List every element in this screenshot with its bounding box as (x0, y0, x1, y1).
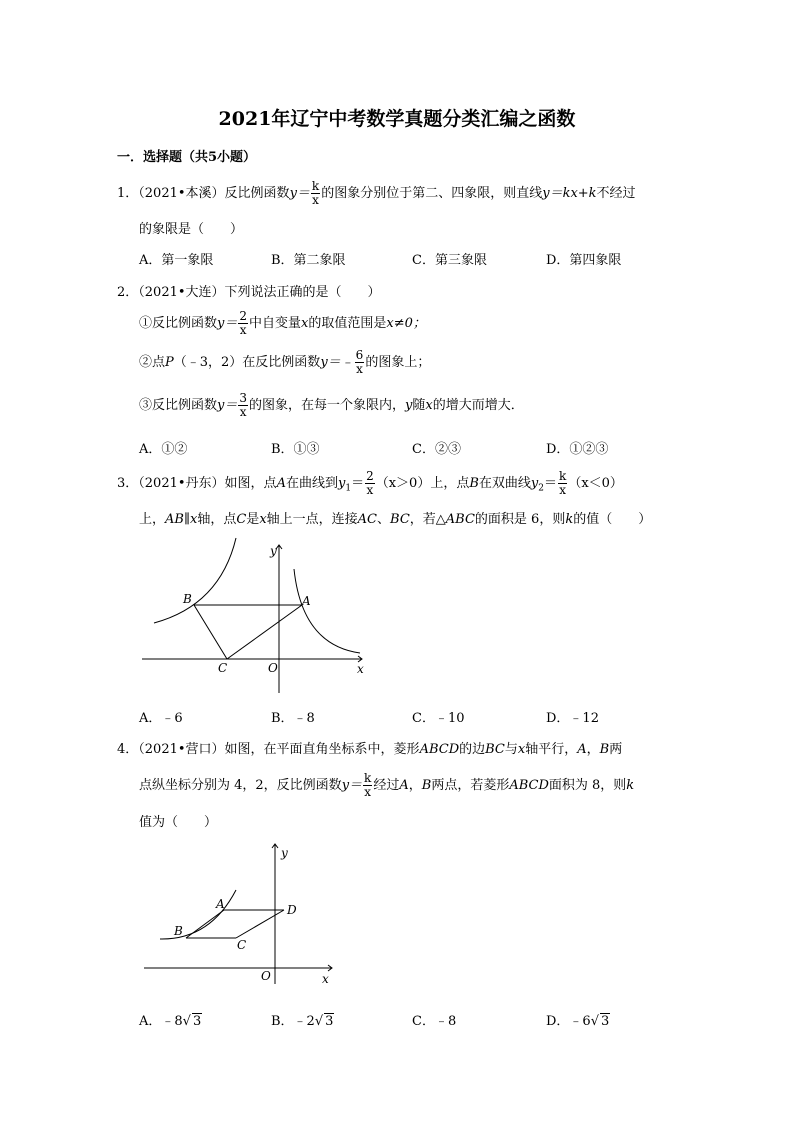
question-source: （2021•大连） (138, 285, 225, 300)
question-stem: 下列说法正确的是（ ） (224, 285, 381, 300)
fraction-denominator: x (239, 323, 247, 337)
q2-y-equals: y＝ (217, 398, 238, 413)
segment-ac (227, 605, 302, 659)
question-source: （2021•本溪） (138, 186, 225, 201)
q1-option-a[interactable]: A．第一象限 (139, 253, 214, 268)
q2-var: x (425, 398, 433, 413)
page-title: 2021年辽宁中考数学真题分类汇编之函数 (218, 108, 576, 130)
q3-option-a[interactable]: A．﹣6 (139, 711, 183, 726)
q2-option-c[interactable]: C．②③ (412, 442, 461, 457)
question-number: 4． (117, 742, 139, 757)
question-3-line-1 (117, 470, 623, 497)
q3-text: 的面积是 6，则 (474, 512, 566, 527)
q4-y-equals: y＝ (341, 778, 363, 793)
q3-option-b[interactable]: B．﹣8 (271, 711, 315, 726)
q4-text: ， (408, 778, 422, 793)
question-1-line-2: 的象限是（ ） (139, 222, 244, 237)
q3-text: 在双曲线 (478, 476, 531, 491)
q2-text: 中自变量 (249, 316, 302, 331)
q4-point-a: A (577, 742, 587, 757)
option-text: C．﹣8 (412, 1014, 457, 1029)
fraction-denominator: x (239, 405, 247, 419)
q2-text: 的图象，在每一个象限内， (249, 398, 406, 413)
q2-fraction-3 (238, 392, 248, 419)
q4-rhombus: ABCD (509, 778, 549, 793)
q1-text: 反比例函数 (224, 186, 290, 201)
option-text: D．﹣6 (546, 1014, 591, 1029)
label-o: O (261, 969, 271, 983)
q4-figure (140, 840, 340, 990)
q3-k: k (565, 512, 574, 527)
q3-text: ，若△ (409, 512, 446, 527)
q3-triangle: ABC (445, 512, 475, 527)
q1-fraction (311, 180, 320, 207)
fraction-numerator: k (311, 179, 320, 193)
q3-figure (140, 535, 380, 700)
q1-option-d[interactable]: D．第四象限 (546, 253, 622, 268)
q3-y2: y (530, 476, 539, 491)
q2-statement-3 (139, 392, 524, 419)
q3-text: 在曲线到 (285, 476, 338, 491)
question-3-line-2 (139, 508, 651, 527)
label-b: B (183, 592, 192, 606)
q4-var: x (517, 742, 526, 757)
sqrt-radicand: 3 (601, 1014, 610, 1029)
question-4-line-2 (139, 772, 634, 799)
label-c: C (218, 661, 228, 675)
q2-text: 随 (412, 398, 426, 413)
q4-text: 的边 (459, 742, 486, 757)
q4-text: ， (586, 742, 600, 757)
q4-text: 两 (609, 742, 623, 757)
q2-option-d[interactable]: D．①②③ (546, 442, 609, 457)
q3-text: 轴，点 (197, 512, 237, 527)
q2-var: y (405, 398, 413, 413)
sqrt-icon: √ (590, 1014, 599, 1029)
q3-point-a: A (276, 476, 286, 491)
q4-point-b: B (599, 742, 610, 757)
q3-seg: BC (390, 512, 410, 527)
q1-text: 的图象分别位于第二、四象限，则直线 (321, 186, 543, 201)
question-4-line-1 (117, 738, 622, 757)
option-text: B．﹣2 (271, 1014, 315, 1029)
q2-text: 的取值范围是 (308, 316, 387, 331)
label-a: A (216, 897, 225, 911)
q2-text: 的增大而增大． (432, 398, 524, 413)
q2-text: ②点 (139, 355, 166, 370)
label-x: x (322, 972, 329, 986)
q3-option-c[interactable]: C．﹣10 (412, 711, 465, 726)
label-y: y (281, 846, 288, 860)
sqrt-icon: √ (182, 1014, 191, 1029)
q3-fraction-2 (558, 470, 567, 497)
question-source: （2021•营口） (138, 742, 225, 757)
q3-condition: （x＞0） (375, 476, 431, 491)
q4-rhombus: ABCD (419, 742, 460, 757)
q4-text: 点纵坐标分别为 4，2，反比例函数 (139, 778, 342, 793)
q3-text: 是 (246, 512, 260, 527)
q4-point-b: B (421, 778, 432, 793)
q2-text: 的图象上； (365, 355, 431, 370)
label-c: C (237, 938, 247, 952)
question-4-line-3: 值为（ ） (139, 815, 218, 830)
fraction-numerator: k (364, 771, 372, 785)
q4-fraction (363, 772, 372, 799)
segment-cd (236, 910, 284, 938)
q4-seg: BC (485, 742, 505, 757)
label-b: B (174, 924, 183, 938)
q3-text: 上， (139, 512, 166, 527)
q3-var: x (259, 512, 267, 527)
q3-y1: y (337, 476, 346, 491)
q3-equals: ＝ (544, 476, 558, 491)
q2-option-a[interactable]: A．①② (139, 442, 188, 457)
label-d: D (287, 903, 297, 917)
q2-var: x (301, 316, 309, 331)
q4-text: 轴平行， (525, 742, 578, 757)
q4-text: 与 (504, 742, 518, 757)
q3-seg: AC (357, 512, 378, 527)
label-a: A (302, 594, 311, 608)
q1-line-expr: y＝kx+k (542, 186, 597, 201)
q2-fraction-1 (238, 310, 248, 337)
q2-y-equals: y＝ (217, 316, 238, 331)
q4-text: 面积为 8，则 (548, 778, 627, 793)
q3-y2-sub: 2 (538, 483, 545, 494)
q4-option-c[interactable] (412, 1010, 456, 1029)
q3-option-d[interactable]: D．﹣12 (546, 711, 599, 726)
question-number: 1． (117, 186, 139, 201)
q3-condition: （x＜0） (568, 476, 623, 491)
label-o: O (268, 661, 278, 675)
curve-y1-branch (294, 569, 360, 653)
q1-option-b[interactable]: B．第二象限 (271, 253, 346, 268)
option-text: A．﹣8 (139, 1014, 183, 1029)
q4-option-a[interactable] (139, 1010, 202, 1029)
question-2-line-1 (117, 281, 381, 300)
q2-option-b[interactable]: B．①③ (271, 442, 320, 457)
q1-text: 不经过 (596, 186, 636, 201)
fraction-numerator: 3 (239, 391, 248, 405)
fraction-denominator: x (366, 483, 374, 497)
q3-y1-sub: 1 (345, 483, 352, 494)
q3-var: x (189, 512, 198, 527)
q3-equals: ＝ (351, 476, 365, 491)
q3-text: 、 (377, 512, 391, 527)
sqrt-radicand: 3 (325, 1014, 334, 1029)
curve-y2-branch (154, 538, 236, 623)
label-y: y (270, 544, 277, 558)
q3-text: ∥ (183, 512, 190, 527)
fraction-denominator: x (364, 785, 372, 799)
q4-option-b[interactable] (271, 1010, 334, 1029)
q2-condition: x≠0； (386, 316, 426, 331)
segment-bc (194, 605, 227, 659)
q2-text: ①反比例函数 (139, 316, 218, 331)
question-number: 3． (117, 476, 139, 491)
sqrt-icon: √ (314, 1014, 324, 1029)
q3-text: 如图，点 (224, 476, 277, 491)
q2-statement-2 (139, 349, 430, 376)
question-source: （2021•丹东） (138, 476, 225, 491)
q3-point-c: C (236, 512, 247, 527)
q1-option-c[interactable]: C．第三象限 (412, 253, 487, 268)
q3-text: 的值（ ） (573, 512, 652, 527)
q4-text: 经过 (373, 778, 400, 793)
fraction-denominator: x (559, 483, 567, 497)
q4-option-d[interactable] (546, 1010, 610, 1029)
fraction-numerator: 2 (239, 309, 248, 323)
q3-point-b: B (469, 476, 479, 491)
q4-text: 如图，在平面直角坐标系中，菱形 (224, 742, 420, 757)
q2-statement-1 (139, 310, 426, 337)
q4-text: 两点，若菱形 (431, 778, 510, 793)
q2-text: （﹣3，2）在反比例函数 (173, 355, 321, 370)
q4-k: k (626, 778, 635, 793)
q3-fraction-1 (365, 470, 375, 497)
fraction-denominator: x (312, 193, 319, 207)
segment-ba (186, 910, 224, 938)
q2-text: ③反比例函数 (139, 398, 218, 413)
fraction-numerator: 2 (366, 469, 374, 483)
q3-seg: AB (165, 512, 184, 527)
q2-fraction-2 (355, 349, 365, 376)
q3-text: 轴上一点，连接 (266, 512, 358, 527)
label-x: x (357, 662, 364, 676)
sqrt-radicand: 3 (192, 1014, 202, 1029)
fraction-numerator: 6 (355, 348, 364, 362)
question-1-line-1 (117, 180, 636, 207)
q2-y-equals: y＝﹣ (320, 355, 354, 370)
section-heading: 一．选择题（共5小题） (117, 150, 257, 165)
q3-text: 上，点 (430, 476, 470, 491)
q1-y-equals: y＝ (289, 186, 310, 201)
question-number: 2． (117, 285, 139, 300)
q2-point: P (165, 355, 174, 370)
fraction-denominator: x (356, 362, 363, 376)
fraction-numerator: k (559, 469, 567, 483)
q4-point-a: A (399, 778, 409, 793)
